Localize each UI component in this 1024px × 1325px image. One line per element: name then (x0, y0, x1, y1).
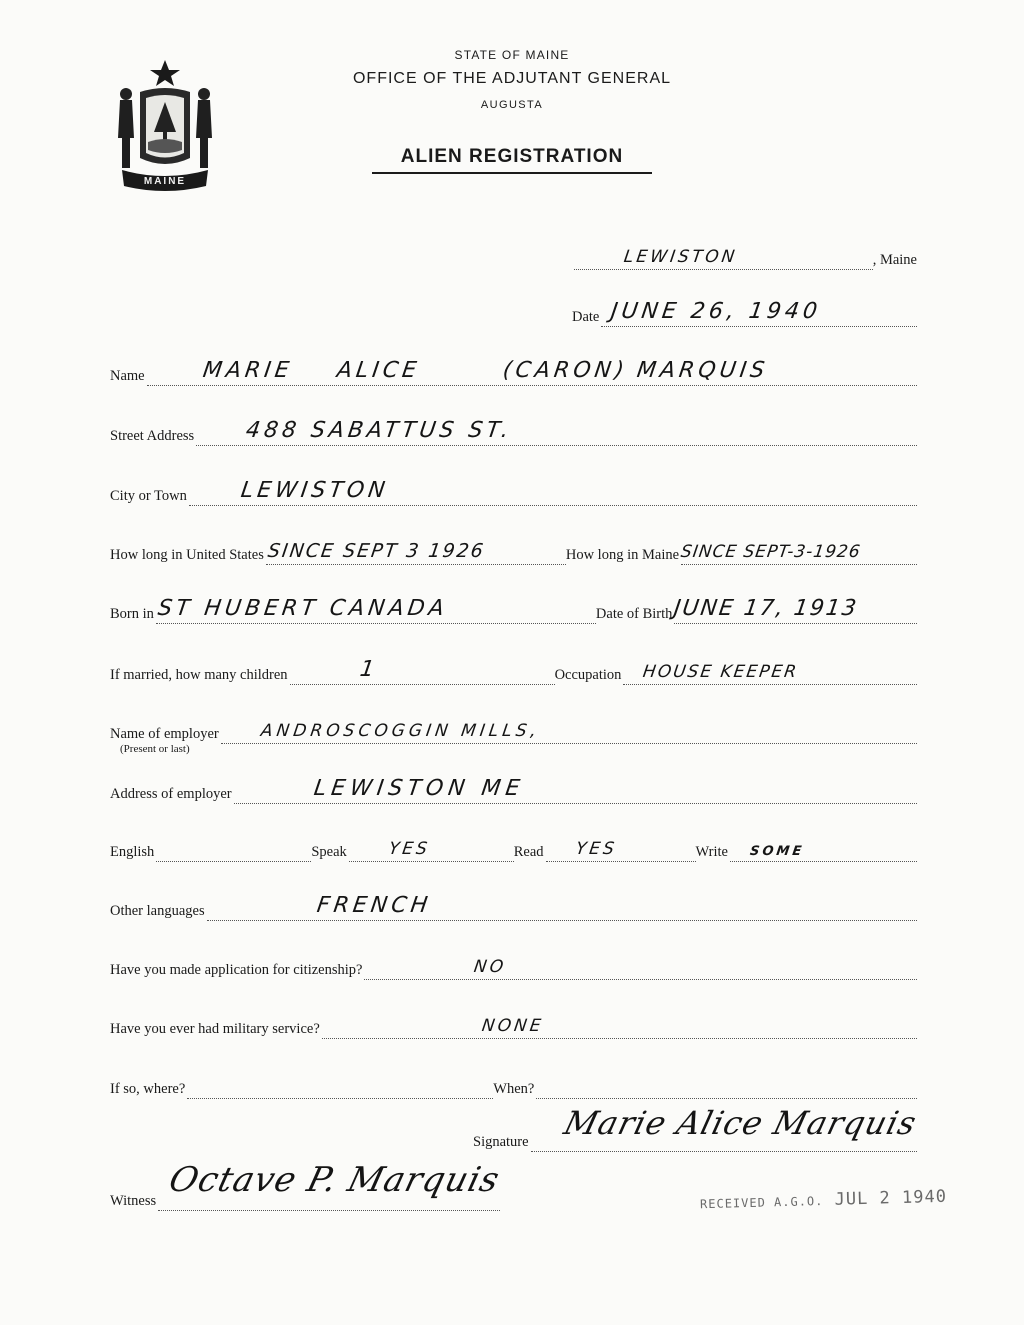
employer-value: ANDROSCOGGIN MILLS, (259, 721, 542, 741)
if-so-where-field[interactable] (187, 1076, 493, 1099)
other-languages-field[interactable] (207, 893, 917, 921)
form-title: ALIEN REGISTRATION (372, 146, 652, 174)
street-label: Street Address (110, 428, 195, 444)
name-label: Name (110, 368, 145, 384)
read-field[interactable] (546, 839, 696, 862)
speak-value: YES (387, 839, 432, 859)
signature-value: Marie Alice Marquis (560, 1104, 921, 1142)
other-languages-value: FRENCH (314, 893, 433, 918)
military-value: NONE (480, 1016, 545, 1036)
dob-field[interactable] (672, 596, 917, 624)
military-label: Have you ever had military service? (110, 1021, 320, 1037)
header-office: OFFICE OF THE ADJUTANT GENERAL (352, 70, 672, 87)
employer-label: Name of employer (110, 726, 219, 742)
citizenship-row (110, 958, 917, 980)
witness-label: Witness (110, 1193, 157, 1209)
when-label: When? (493, 1081, 535, 1097)
city-value: LEWISTON (239, 478, 391, 503)
how-long-us-field[interactable] (266, 542, 566, 565)
other-languages-label: Other languages (110, 903, 205, 919)
name-field[interactable] (147, 358, 917, 386)
write-label: Write (695, 844, 728, 860)
other-languages-row (110, 893, 917, 921)
dob-value: JUNE 17, 1913 (672, 596, 861, 621)
english-row (110, 840, 917, 862)
town-value: LEWISTON (622, 247, 739, 267)
service-where-row (110, 1077, 917, 1099)
read-value: YES (574, 839, 618, 859)
received-stamp (700, 1187, 947, 1213)
city-row (110, 478, 917, 506)
city-label: City or Town (110, 488, 187, 504)
seal-banner-text: MAINE (143, 176, 187, 187)
born-row (110, 596, 917, 624)
citizenship-value: NO (473, 957, 508, 977)
how-long-us-label: How long in United States (110, 547, 264, 563)
employer-address-field[interactable] (234, 776, 917, 804)
born-in-field[interactable] (156, 596, 596, 624)
city-field[interactable] (189, 478, 917, 506)
dob-label: Date of Birth (595, 606, 673, 622)
how-long-maine-field[interactable] (681, 542, 917, 565)
born-in-value: ST HUBERT CANADA (156, 596, 450, 621)
maine-label: , Maine (872, 252, 917, 268)
street-row (110, 418, 917, 446)
if-so-where-label: If so, where? (110, 1081, 186, 1097)
speak-field[interactable] (349, 839, 514, 862)
citizenship-field[interactable] (364, 957, 917, 980)
citizenship-label: Have you made application for citizenship? (110, 962, 363, 978)
header-state: STATE OF MAINE (454, 48, 570, 62)
read-label: Read (513, 844, 544, 860)
stamp-prefix: RECEIVED A.G.O. (699, 1194, 824, 1212)
military-field[interactable] (322, 1016, 917, 1039)
stamp-date: JUL 2 1940 (834, 1186, 948, 1210)
date-value: JUNE 26, 1940 (609, 299, 824, 324)
children-row (110, 657, 917, 685)
how-long-row (110, 540, 917, 565)
date-row (572, 299, 917, 327)
name-middle-value: ALICE (334, 358, 422, 383)
signature-label: Signature (473, 1134, 529, 1150)
born-in-label: Born in (110, 606, 154, 622)
name-maiden-value: (CARON) (500, 358, 630, 383)
children-field[interactable] (290, 657, 555, 685)
how-long-maine-label: How long in Maine (565, 547, 680, 563)
date-field[interactable] (601, 299, 917, 327)
employer-address-value: LEWISTON ME (311, 776, 526, 801)
date-label: Date (572, 309, 600, 325)
employer-sublabel: (Present or last) (120, 743, 190, 755)
occupation-label: Occupation (554, 667, 622, 683)
how-long-maine-value: SINCE SEPT-3-1926 (679, 542, 863, 562)
town-field[interactable] (574, 247, 873, 270)
military-row (110, 1017, 917, 1039)
when-field[interactable] (536, 1076, 917, 1099)
speak-label: Speak (311, 844, 347, 860)
how-long-us-value: SINCE SEPT 3 1926 (266, 540, 487, 562)
write-field[interactable] (730, 839, 917, 862)
name-first-value: MARIE (200, 358, 295, 383)
employer-field[interactable] (221, 721, 917, 744)
name-row (110, 358, 917, 386)
header-city: AUGUSTA (480, 99, 544, 111)
employer-row (110, 722, 917, 744)
street-value: 488 SABATTUS ST. (244, 418, 515, 443)
employer-address-label: Address of employer (110, 786, 232, 802)
occupation-value: HOUSE KEEPER (642, 662, 800, 682)
street-field[interactable] (196, 418, 917, 446)
children-value: 1 (357, 657, 380, 682)
town-row (572, 248, 917, 270)
employer-address-row (110, 776, 917, 804)
children-label: If married, how many children (110, 667, 288, 683)
english-label: English (110, 844, 155, 860)
write-value: SOME (748, 844, 806, 859)
occupation-field[interactable] (623, 662, 917, 685)
name-last-value: MARQUIS (634, 358, 770, 383)
witness-value: Octave P. Marquis (165, 1160, 504, 1200)
english-field[interactable] (156, 839, 311, 862)
